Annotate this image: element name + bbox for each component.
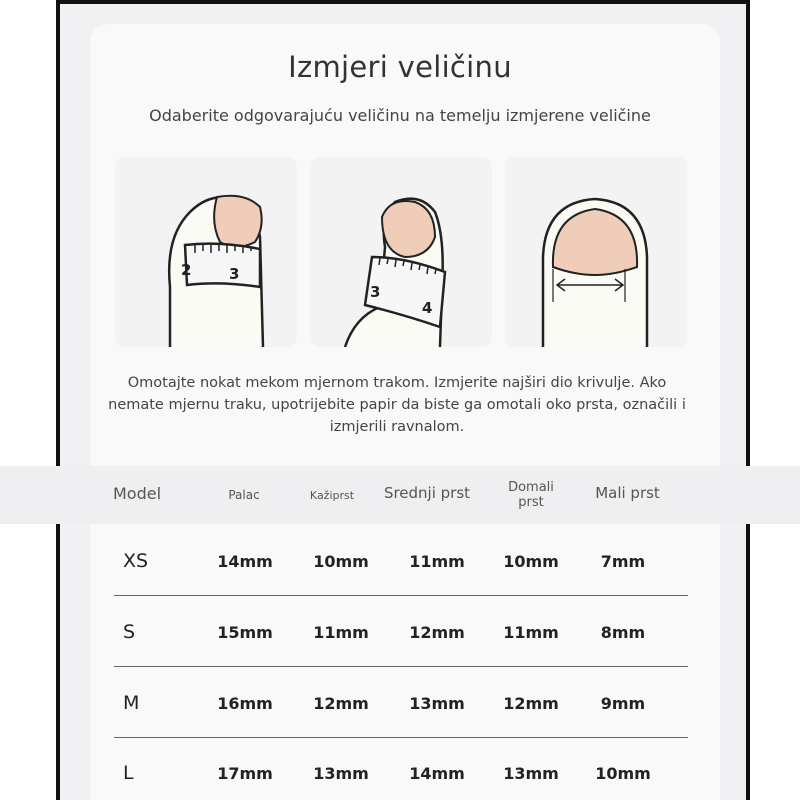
table-cell: 10mm xyxy=(503,552,559,571)
row-divider xyxy=(114,666,688,667)
table-cell: 13mm xyxy=(409,694,465,713)
size-table-header xyxy=(0,466,800,524)
table-cell: 10mm xyxy=(313,552,369,571)
table-cell: 11mm xyxy=(313,623,369,642)
instructions-line: nemate mjernu traku, upotrijebite papir da biste ga omotali oko prsta, označili i xyxy=(108,397,686,413)
table-cell: 8mm xyxy=(600,623,646,642)
finger-tape-drawing-2 xyxy=(310,157,492,347)
column-header-index: Kažiprst xyxy=(309,489,355,502)
table-cell: 13mm xyxy=(313,764,369,783)
table-cell: 13mm xyxy=(503,764,559,783)
measurement-instructions xyxy=(52,372,742,438)
column-header-little: Mali prst xyxy=(595,484,660,502)
size-label: S xyxy=(123,621,136,643)
table-cell: 12mm xyxy=(313,694,369,713)
nail-width-drawing xyxy=(505,157,687,347)
size-label: M xyxy=(123,692,140,714)
table-cell: 17mm xyxy=(217,764,273,783)
size-label: L xyxy=(123,762,134,784)
table-cell: 15mm xyxy=(217,623,273,642)
instructions-line: izmjerili ravnalom. xyxy=(329,419,465,435)
page-subtitle: Odaberite odgovarajuću veličinu na temelju izmjerene veličine xyxy=(149,106,651,125)
table-cell: 11mm xyxy=(409,552,465,571)
column-header-ring: Domali prst xyxy=(508,480,554,510)
table-cell: 11mm xyxy=(503,623,559,642)
instructions-line: Omotajte nokat mekom mjernom trakom. Izmjerite najširi dio krivulje. Ako xyxy=(127,375,667,391)
illustration-tape-thumb xyxy=(115,157,297,347)
table-cell: 12mm xyxy=(503,694,559,713)
page-title: Izmjeri veličinu xyxy=(288,50,512,84)
column-header-model: Model xyxy=(113,484,162,503)
row-divider xyxy=(114,737,688,738)
tape-number: 2 xyxy=(181,261,192,279)
table-cell: 14mm xyxy=(409,764,465,783)
table-cell: 7mm xyxy=(600,552,646,571)
tape-number: 3 xyxy=(229,265,240,283)
table-cell: 10mm xyxy=(595,764,651,783)
row-divider xyxy=(114,595,688,596)
table-cell: 12mm xyxy=(409,623,465,642)
column-header-middle: Srednji prst xyxy=(383,484,471,502)
tape-number: 4 xyxy=(422,299,433,317)
column-header-thumb: Palac xyxy=(228,488,260,502)
illustration-tape-finger xyxy=(310,157,492,347)
table-cell: 9mm xyxy=(600,694,646,713)
illustration-nail-width xyxy=(505,157,687,347)
size-label: XS xyxy=(123,550,149,572)
table-cell: 14mm xyxy=(217,552,273,571)
finger-tape-drawing-1 xyxy=(115,157,297,347)
tape-number: 3 xyxy=(370,283,381,301)
table-cell: 16mm xyxy=(217,694,273,713)
